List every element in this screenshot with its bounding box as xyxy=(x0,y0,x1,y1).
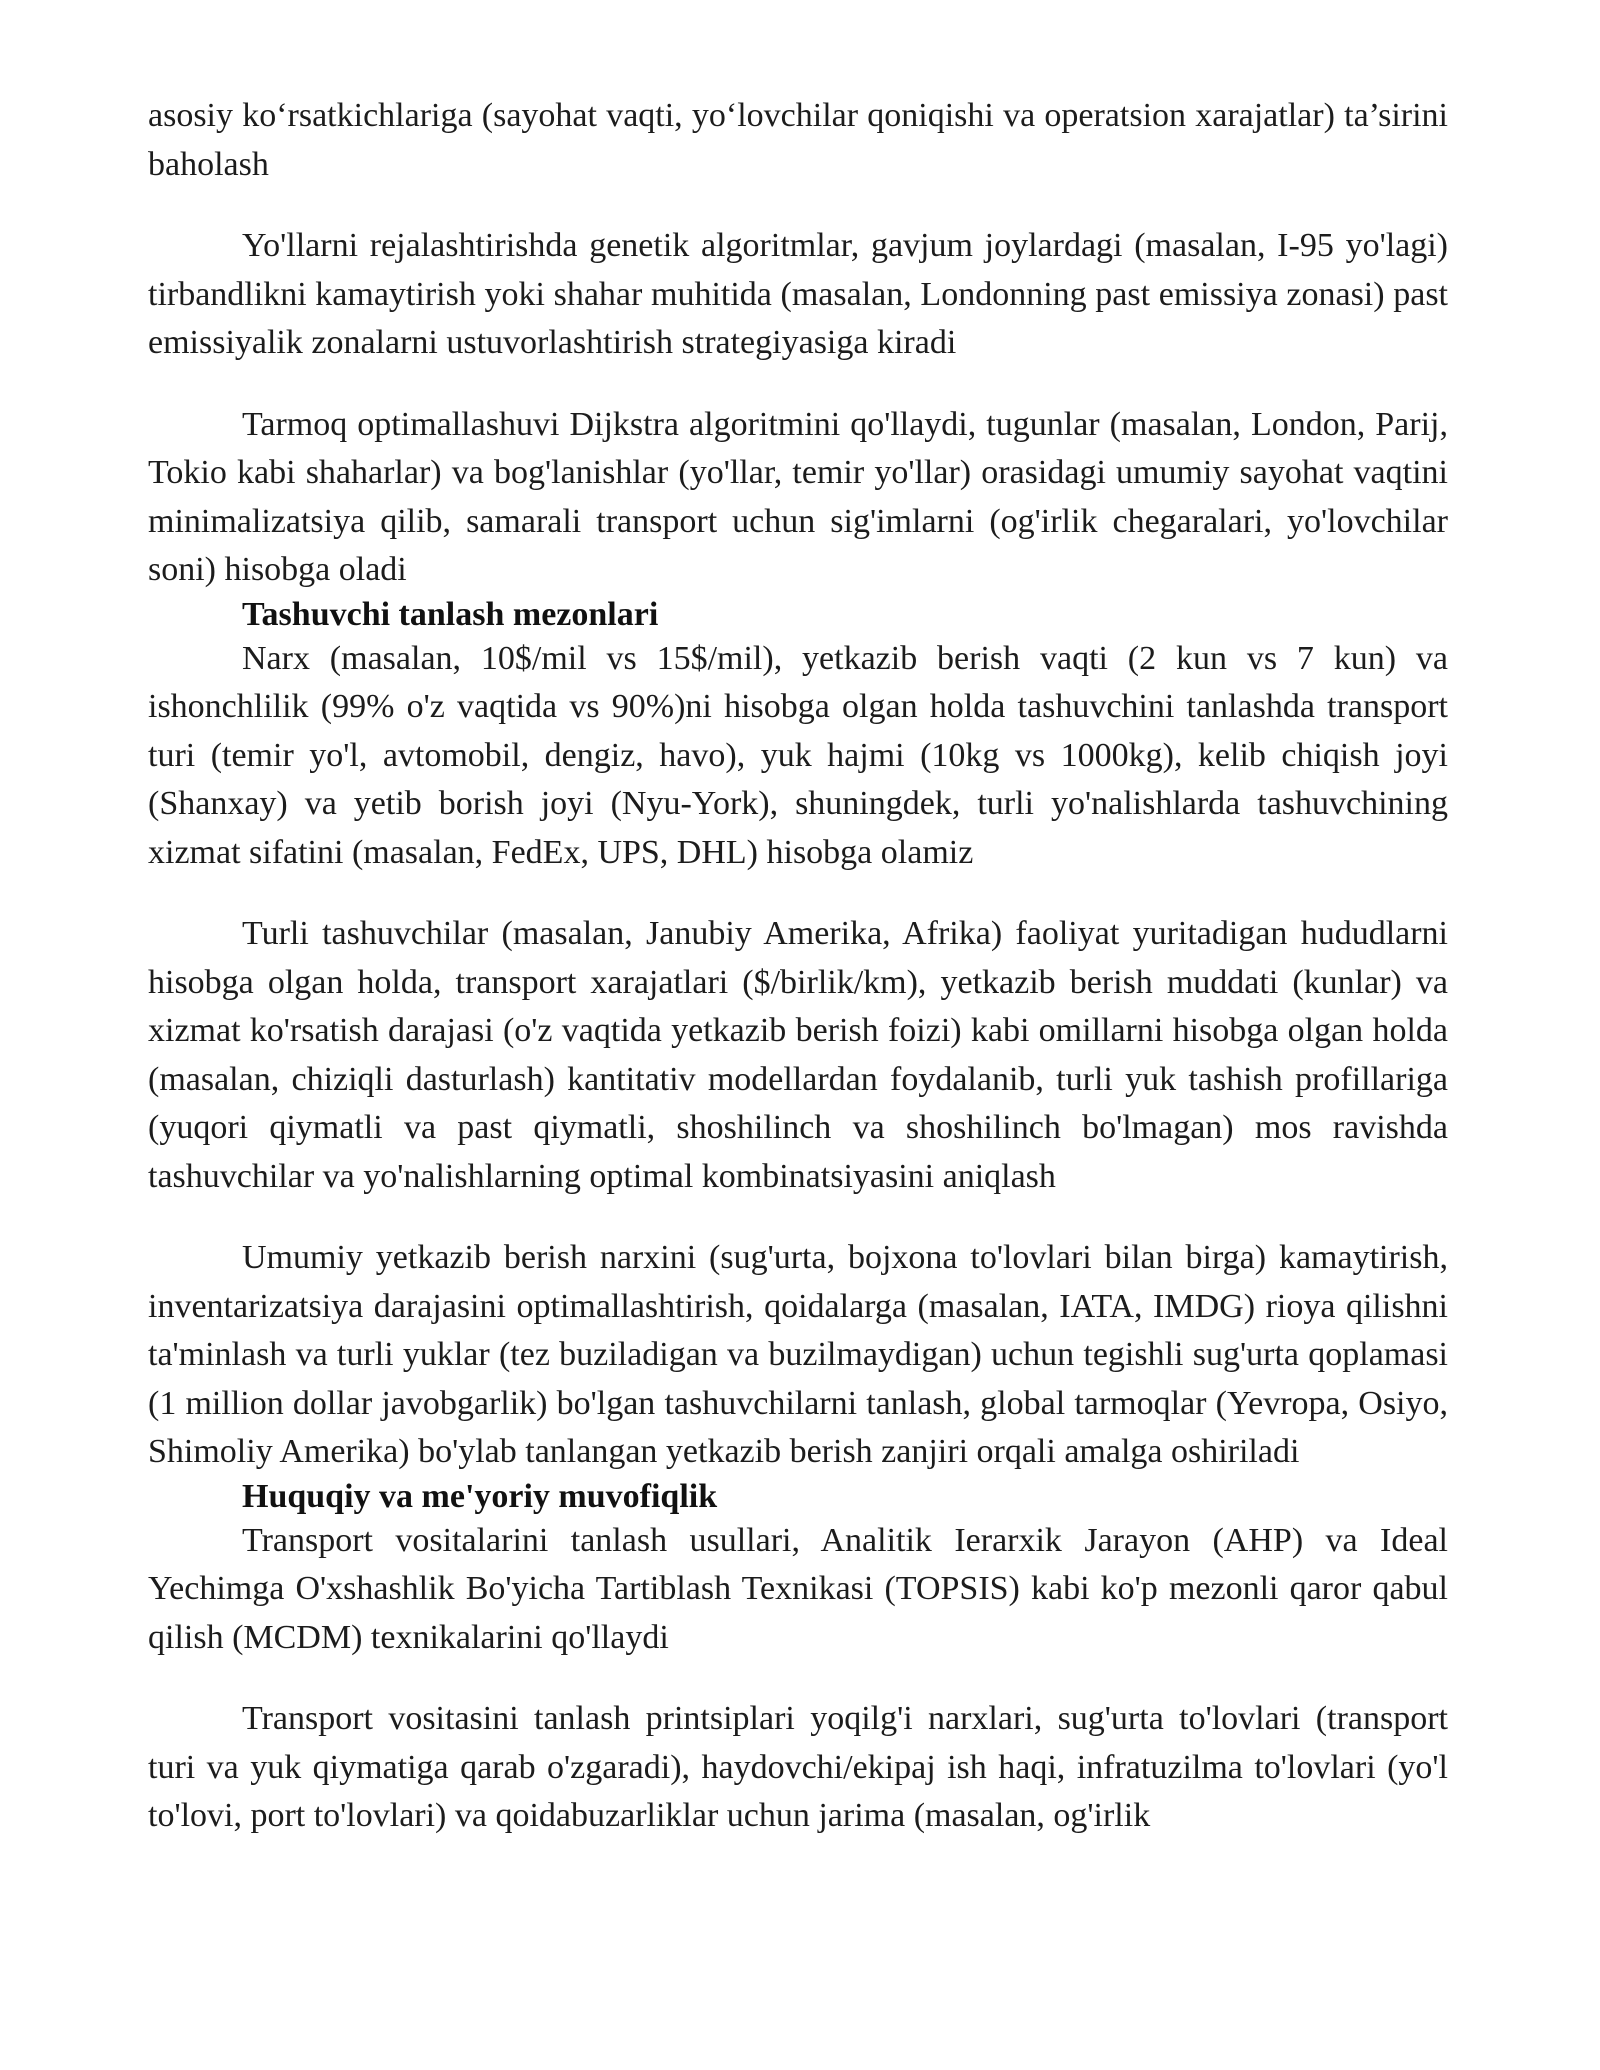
paragraph-network-optimization: Tarmoq optimallashuvi Dijkstra algoritmini qo'llaydi, tugunlar (masalan, London, Parij, Tokio kabi shaharlar) va bog'lanishlar (yo'llar, temir yo'llar) orasidagi umumiy sayohat vaqtini minimalizatsiya qilib, samarali transport uchun sig'imlarni (og'irlik chegaralari, yo'lovchilar soni) hisobga oladi xyxy=(148,405,1448,588)
document-page xyxy=(148,92,1448,1841)
paragraph-carrier-criteria: Narx (masalan, 10$/mil vs 15$/mil), yetkazib berish vaqti (2 kun vs 7 kun) va ishonchlilik (99% o'z vaqtida vs 90%)ni hisobga olgan holda tashuvchini tanlashda transport turi (temir yo'l, avtomobil, dengiz, havo), yuk hajmi (10kg vs 1000kg), kelib chiqish joyi (Shanxay) va yetib borish joyi (Nyu-York), shuningdek, turli yo'nalishlarda tashuvchining xizmat sifatini (masalan, FedEx, UPS, DHL) hisobga olamiz xyxy=(148,639,1448,871)
paragraph-delivery-cost: Umumiy yetkazib berish narxini (sug'urta, bojxona to'lovlari bilan birga) kamaytirish, inventarizatsiya darajasini optimallashtirish, qoidalarga (masalan, IATA, IMDG) rioya qilishni ta'minlash va turli yuklar (tez buziladigan va buzilmaydigan) uchun tegishli sug'urta qoplamasi (1 million dollar javobgarlik) bo'lgan tashuvchilarni tanlash, global tarmoqlar (Yevropa, Osiyo, Shimoliy Amerika) bo'ylab tanlangan yetkazib berish zanjiri orqali amalga oshiriladi xyxy=(148,1239,1448,1470)
paragraph-carrier-regions: Turli tashuvchilar (masalan, Janubiy Amerika, Afrika) faoliyat yuritadigan hududlarni hisobga olgan holda, transport xarajatlari ($/birlik/km), yetkazib berish muddati (kunlar) va xizmat ko'rsatish darajasi (o'z vaqtida yetkazib berish foizi) kabi omillarni hisobga olgan holda (masalan, chiziqli dasturlash) kantitativ modellardan foydalanib, turli yuk tashish profillariga (yuqori qiymatli va past qiymatli, shoshilinch va shoshilinch bo'lmagan) mos ravishda tashuvchilar va yo'nalishlarning optimal kombinatsiyasini aniqlash xyxy=(148,915,1448,1195)
paragraph-continuation: asosiy ko‘rsatkichlariga (sayohat vaqti, yo‘lovchilar qoniqishi va operatsion xarajatlar) ta’sirini baholash xyxy=(148,97,1448,183)
section-heading-legal-compliance: Huquqiy va me'yoriy muvofiqlik xyxy=(242,1477,718,1515)
paragraph-mcdm-methods: Transport vositalarini tanlash usullari, Analitik Ierarxik Jarayon (AHP) va Ideal Yechimga O'xshashlik Bo'yicha Tartiblash Texnikasi (TOPSIS) kabi ko'p mezonli qaror qabul qilish (MCDM) texnikalarini qo'llaydi xyxy=(148,1521,1448,1656)
section-heading-carrier-selection: Tashuvchi tanlash mezonlari xyxy=(242,595,659,633)
paragraph-route-planning: Yo'llarni rejalashtirishda genetik algoritmlar, gavjum joylardagi (masalan, I-95 yo'lagi) tirbandlikni kamaytirish yoki shahar muhitida (masalan, Londonning past emissiya zonasi) past emissiyalik zonalarni ustuvorlashtirish strategiyasiga kiradi xyxy=(148,227,1448,361)
paragraph-vehicle-selection: Transport vositasini tanlash printsiplari yoqilg'i narxlari, sug'urta to'lovlari (transport turi va yuk qiymatiga qarab o'zgaradi), haydovchi/ekipaj ish haqi, infratuzilma to'lovlari (yo'l to'lovi, port to'lovlari) va qoidabuzarliklar uchun jarima (masalan, og'irlik xyxy=(148,1700,1448,1834)
